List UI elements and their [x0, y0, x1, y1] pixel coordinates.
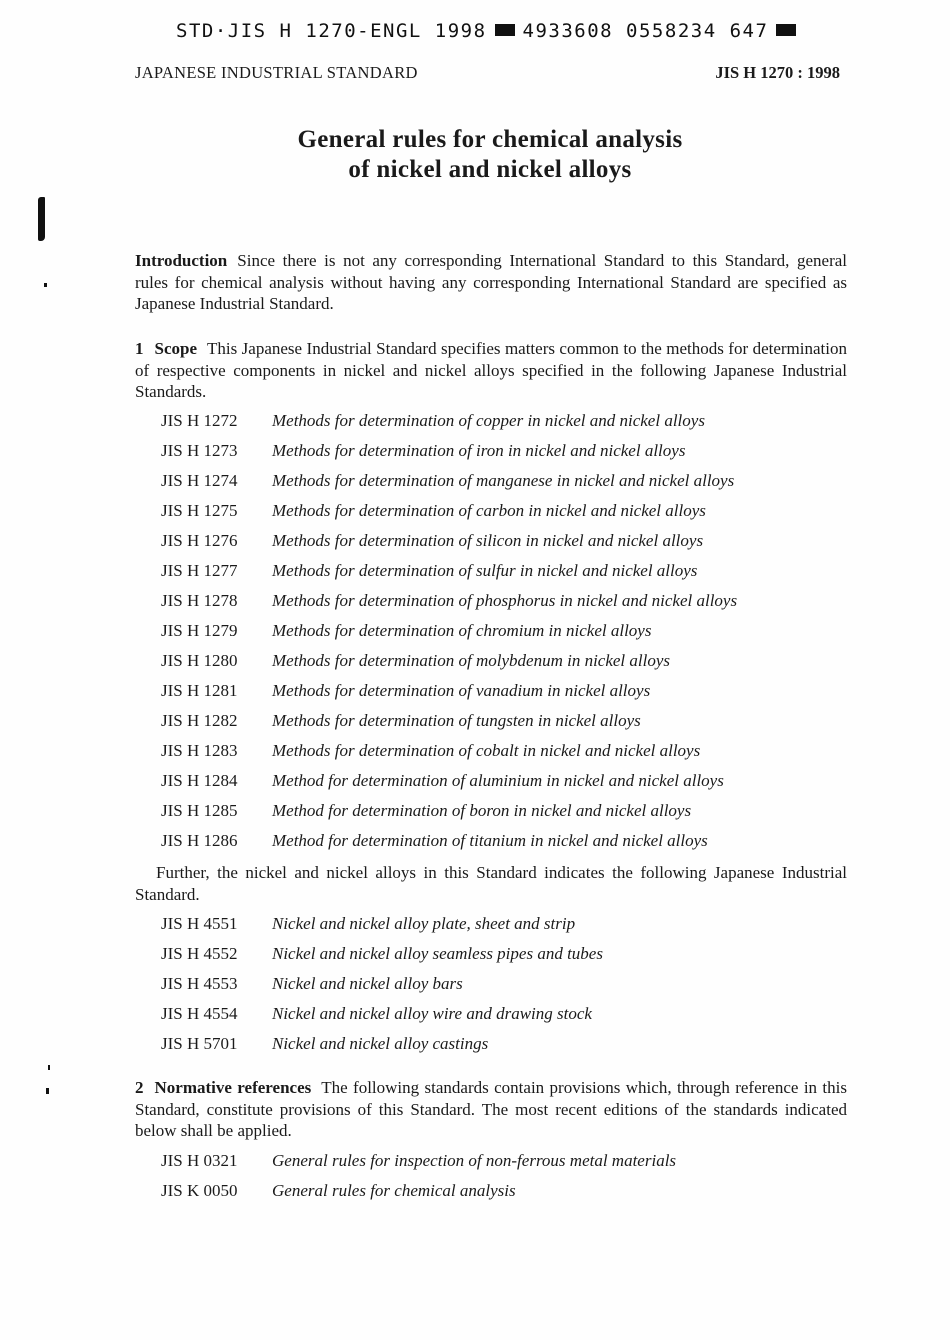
- standard-code: JIS H 1273: [161, 441, 238, 460]
- scan-mark: [44, 283, 47, 287]
- standard-code: JIS H 1285: [161, 801, 238, 820]
- standard-title: Methods for determination of phosphorus in nickel and nickel alloys: [272, 591, 738, 610]
- title-line-2: of nickel and nickel alloys: [348, 156, 632, 183]
- standard-row: [161, 530, 737, 560]
- standard-row: [161, 470, 737, 500]
- scan-mark: [48, 1065, 50, 1070]
- standard-title: Methods for determination of carbon in nickel and nickel alloys: [272, 501, 706, 520]
- title-line-1: General rules for chemical analysis: [297, 126, 683, 153]
- standard-row: [161, 680, 737, 710]
- standard-code: JIS H 1274: [161, 471, 238, 490]
- standard-title: Method for determination of titanium in nickel and nickel alloys: [272, 831, 708, 850]
- standard-row: [161, 973, 603, 1003]
- header-standard-number: JIS H 1270 : 1998: [715, 63, 840, 82]
- standard-row: [161, 1150, 676, 1180]
- standard-row: [161, 1033, 603, 1063]
- standard-code: JIS H 1278: [161, 591, 238, 610]
- standard-title: Methods for determination of iron in nickel and nickel alloys: [272, 441, 686, 460]
- scope-paragraph: [135, 338, 847, 403]
- standard-code: JIS H 4554: [161, 1004, 238, 1023]
- scan-mark: [46, 1088, 49, 1094]
- standard-title: General rules for inspection of non-ferrous metal materials: [272, 1151, 677, 1170]
- standard-title: Methods for determination of vanadium in nickel alloys: [272, 681, 651, 700]
- standard-code: JIS H 4552: [161, 944, 238, 963]
- standard-title: Methods for determination of silicon in nickel and nickel alloys: [272, 531, 704, 550]
- introduction-paragraph: [135, 250, 847, 315]
- normative-references-paragraph: [135, 1077, 847, 1142]
- standard-title: Nickel and nickel alloy plate, sheet and strip: [272, 914, 576, 933]
- standard-row: [161, 800, 737, 830]
- standard-code: JIS H 1282: [161, 711, 238, 730]
- standard-title: Nickel and nickel alloy wire and drawing stock: [272, 1004, 592, 1023]
- standard-row: [161, 1180, 676, 1210]
- stamp-block-2: [776, 24, 796, 36]
- standard-row: [161, 830, 737, 860]
- section-number: 2: [135, 1078, 144, 1097]
- standard-code: JIS H 1276: [161, 531, 238, 550]
- standard-title: Methods for determination of copper in nickel and nickel alloys: [272, 411, 705, 430]
- standard-row: [161, 943, 603, 973]
- scope-text: This Japanese Industrial Standard specifies matters common to the methods for determination of respective components in nickel and nickel alloys specified in the following Japanese Industrial Standards.: [135, 339, 847, 401]
- standard-row: [161, 913, 603, 943]
- standard-code: JIS H 1272: [161, 411, 238, 430]
- standard-title: Method for determination of boron in nickel and nickel alloys: [272, 801, 692, 820]
- standard-row: [161, 770, 737, 800]
- introduction-text: Since there is not any corresponding International Standard to this Standard, general rules for chemical analysis without having any corresponding International Standard are specified as Japanese Industrial Standard.: [135, 251, 847, 313]
- standard-row: [161, 440, 737, 470]
- standard-code: JIS H 5701: [161, 1034, 238, 1053]
- standard-row: [161, 560, 737, 590]
- standard-code: JIS H 1280: [161, 651, 238, 670]
- standard-title: Methods for determination of molybdenum in nickel alloys: [272, 651, 671, 670]
- standard-code: JIS H 1281: [161, 681, 238, 700]
- standard-title: Methods for determination of sulfur in nickel and nickel alloys: [272, 561, 698, 580]
- normative-references-text: The following standards contain provisions which, through reference in this Standard, constitute provisions of this Standard. The most recent editions of the standards indicated below shall be applied.: [135, 1078, 847, 1140]
- scan-mark: [38, 197, 45, 241]
- standard-title: Methods for determination of cobalt in nickel and nickel alloys: [272, 741, 701, 760]
- standard-row: [161, 410, 737, 440]
- standard-title: Methods for determination of tungsten in nickel alloys: [272, 711, 641, 730]
- standard-title: Methods for determination of manganese in nickel and nickel alloys: [272, 471, 735, 490]
- product-standards-list: [161, 913, 603, 1063]
- page-title: [135, 125, 845, 185]
- standard-title: Methods for determination of chromium in nickel alloys: [272, 621, 652, 640]
- further-paragraph: Further, the nickel and nickel alloys in this Standard indicates the following Japanese Industrial Standard.: [135, 863, 847, 904]
- standard-row: [161, 1003, 603, 1033]
- standard-title: Nickel and nickel alloy castings: [272, 1034, 489, 1053]
- standard-code: JIS H 4551: [161, 914, 238, 933]
- introduction-heading: Introduction: [135, 251, 228, 270]
- header-organization: JAPANESE INDUSTRIAL STANDARD: [135, 63, 418, 82]
- standard-code: JIS H 1284: [161, 771, 238, 790]
- standard-code: JIS H 1286: [161, 831, 238, 850]
- standard-row: [161, 710, 737, 740]
- normative-references-list: [161, 1150, 676, 1210]
- standard-code: JIS H 1277: [161, 561, 238, 580]
- stamp-prefix: STD·JIS H 1270-ENGL 1998: [176, 20, 487, 42]
- standard-row: [161, 620, 737, 650]
- stamp-code: 4933608 0558234 647: [522, 20, 769, 42]
- standard-row: [161, 500, 737, 530]
- standard-code: JIS H 1283: [161, 741, 238, 760]
- standard-title: Nickel and nickel alloy bars: [272, 974, 463, 993]
- standard-code: JIS H 4553: [161, 974, 238, 993]
- standard-title: General rules for chemical analysis: [272, 1181, 516, 1200]
- section-number: 1: [135, 339, 144, 358]
- standard-code: JIS K 0050: [161, 1181, 238, 1200]
- standard-code: JIS H 1279: [161, 621, 238, 640]
- standard-title: Nickel and nickel alloy seamless pipes and tubes: [272, 944, 603, 963]
- standard-row: [161, 590, 737, 620]
- stamp-block-1: [495, 24, 515, 36]
- standard-code: JIS H 0321: [161, 1151, 238, 1170]
- standard-row: [161, 740, 737, 770]
- scope-heading: Scope: [154, 339, 197, 358]
- analysis-standards-list: [161, 410, 737, 860]
- document-stamp: [176, 20, 804, 42]
- standard-row: [161, 650, 737, 680]
- standard-code: JIS H 1275: [161, 501, 238, 520]
- normative-references-heading: Normative references: [154, 1078, 312, 1097]
- standard-title: Method for determination of aluminium in nickel and nickel alloys: [272, 771, 724, 790]
